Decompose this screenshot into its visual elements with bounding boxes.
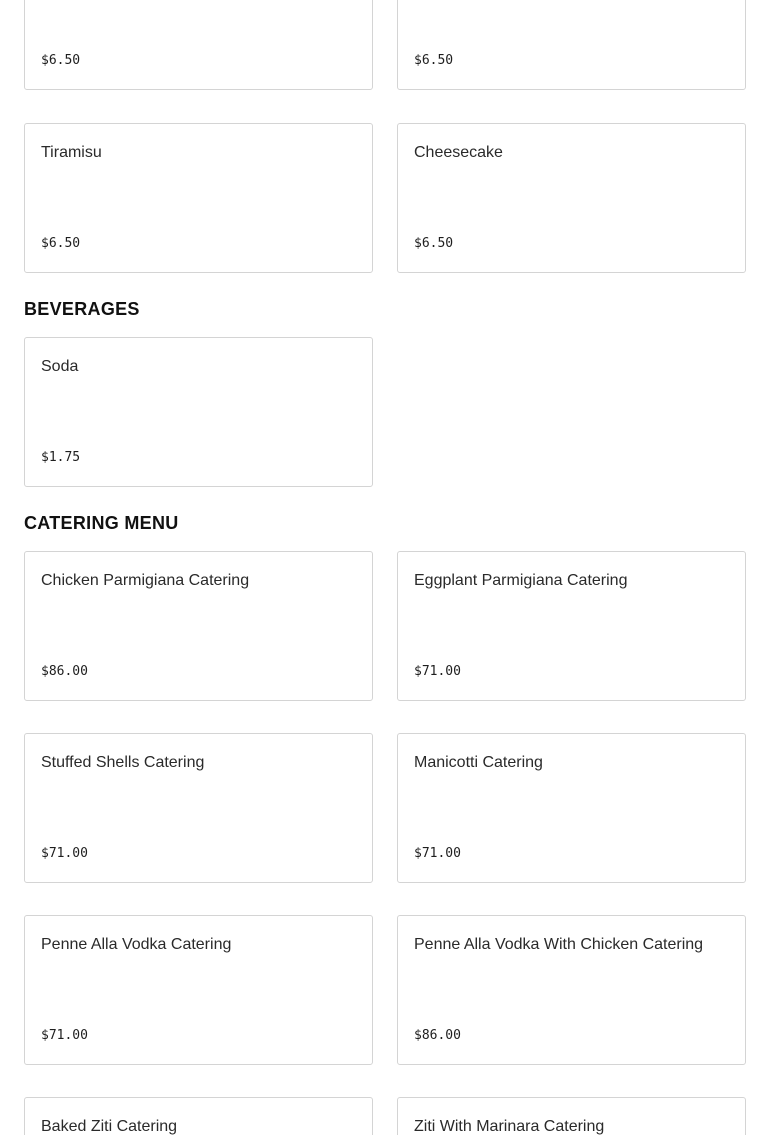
menu-item-card[interactable] [24, 551, 373, 701]
menu-item-card[interactable] [397, 551, 746, 701]
menu-item-price: $71.00 [41, 1028, 88, 1043]
menu-item-price: $71.00 [414, 664, 461, 679]
menu-item-price: $6.50 [414, 236, 454, 251]
menu-item-card[interactable] [24, 733, 373, 883]
menu-item-name: Manicotti Catering [414, 754, 543, 771]
menu-item-card[interactable] [397, 123, 746, 273]
menu-item-price: $71.00 [414, 846, 461, 861]
menu-item-name: Cheesecake [414, 144, 503, 161]
menu-item-price: $6.50 [41, 236, 81, 251]
menu-item-price: $6.50 [41, 53, 81, 68]
menu-item-card[interactable] [397, 915, 746, 1065]
menu-item-name: Penne Alla Vodka With Chicken Catering [414, 936, 704, 953]
menu-item-card[interactable] [24, 123, 373, 273]
menu-item-price: $6.50 [414, 53, 454, 68]
menu-item-card[interactable] [24, 337, 373, 487]
menu-item-name: Stuffed Shells Catering [41, 754, 205, 771]
menu-item-price: $71.00 [41, 846, 88, 861]
menu-item-price: $1.75 [41, 450, 81, 465]
menu-item-card[interactable] [397, 1097, 746, 1135]
menu-item-price: $86.00 [41, 664, 88, 679]
menu-item-card[interactable] [24, 1097, 373, 1135]
menu-item-name: Penne Alla Vodka Catering [41, 936, 232, 953]
menu-item-card[interactable] [397, 733, 746, 883]
menu-item-card[interactable] [24, 915, 373, 1065]
menu-item-card[interactable] [24, 0, 373, 90]
menu-item-name: Eggplant Parmigiana Catering [414, 572, 628, 589]
menu-item-name: Baked Ziti Catering [41, 1118, 178, 1135]
menu-item-name: Tiramisu [41, 144, 102, 161]
section-heading-catering: CATERING MENU [24, 513, 179, 533]
menu-item-name: Soda [41, 358, 79, 375]
menu-item-price: $86.00 [414, 1028, 461, 1043]
menu-item-name: Chicken Parmigiana Catering [41, 572, 250, 589]
section-heading-beverages: BEVERAGES [24, 299, 140, 319]
menu-item-card[interactable] [397, 0, 746, 90]
menu-item-name: Ziti With Marinara Catering [414, 1118, 605, 1135]
